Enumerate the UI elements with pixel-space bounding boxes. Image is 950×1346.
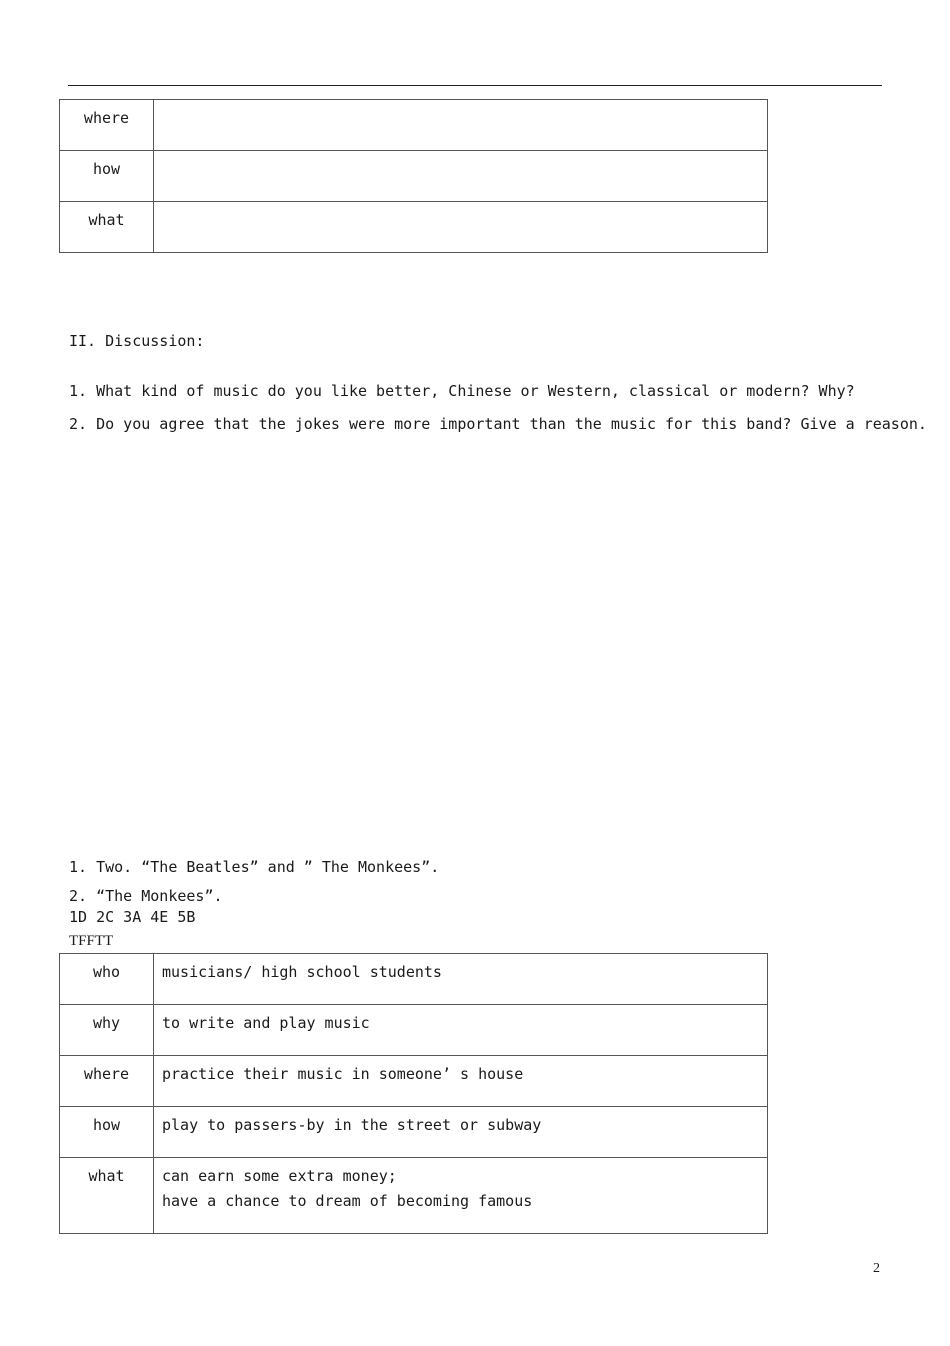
- answer-line-3: 1D 2C 3A 4E 5B: [69, 908, 196, 926]
- table-row: [60, 954, 768, 1005]
- discussion-heading: II. Discussion:: [69, 332, 205, 350]
- table-row: [60, 151, 768, 202]
- row-label: where: [60, 1056, 154, 1107]
- blank-info-table: [59, 99, 768, 253]
- answer-cell[interactable]: [154, 202, 768, 253]
- answer-table: [59, 953, 768, 1234]
- answer-line-1: 1. Two. “The Beatles” and ” The Monkees”.: [69, 858, 440, 876]
- row-label: why: [60, 1005, 154, 1056]
- row-label: how: [60, 151, 154, 202]
- answer-cell-line-1: can earn some extra money;: [162, 1167, 397, 1185]
- row-label: what: [60, 202, 154, 253]
- answer-cell: to write and play music: [154, 1005, 768, 1056]
- row-label: who: [60, 954, 154, 1005]
- answer-line-4: TFFTT: [69, 933, 114, 949]
- table-row: [60, 1056, 768, 1107]
- table-row: [60, 1158, 768, 1234]
- table-row: [60, 100, 768, 151]
- answer-cell: practice their music in someone’ s house: [154, 1056, 768, 1107]
- page-number: 2: [873, 1261, 880, 1276]
- header-rule: [68, 85, 882, 86]
- answer-cell: [154, 1158, 768, 1234]
- answer-cell-line-2: have a chance to dream of becoming famous: [162, 1192, 533, 1210]
- answer-cell[interactable]: [154, 151, 768, 202]
- answer-cell: play to passers-by in the street or subway: [154, 1107, 768, 1158]
- row-label: what: [60, 1158, 154, 1234]
- table-row: [60, 1005, 768, 1056]
- answer-line-2: 2. “The Monkees”.: [69, 887, 223, 905]
- table-row: [60, 202, 768, 253]
- row-label: where: [60, 100, 154, 151]
- discussion-question-1: 1. What kind of music do you like better, Chinese or Western, classical or modern? Why?: [69, 382, 855, 400]
- answer-cell[interactable]: [154, 100, 768, 151]
- answer-cell: musicians/ high school students: [154, 954, 768, 1005]
- table-row: [60, 1107, 768, 1158]
- discussion-question-2: 2. Do you agree that the jokes were more important than the music for this band? Give a reason.: [69, 415, 927, 433]
- row-label: how: [60, 1107, 154, 1158]
